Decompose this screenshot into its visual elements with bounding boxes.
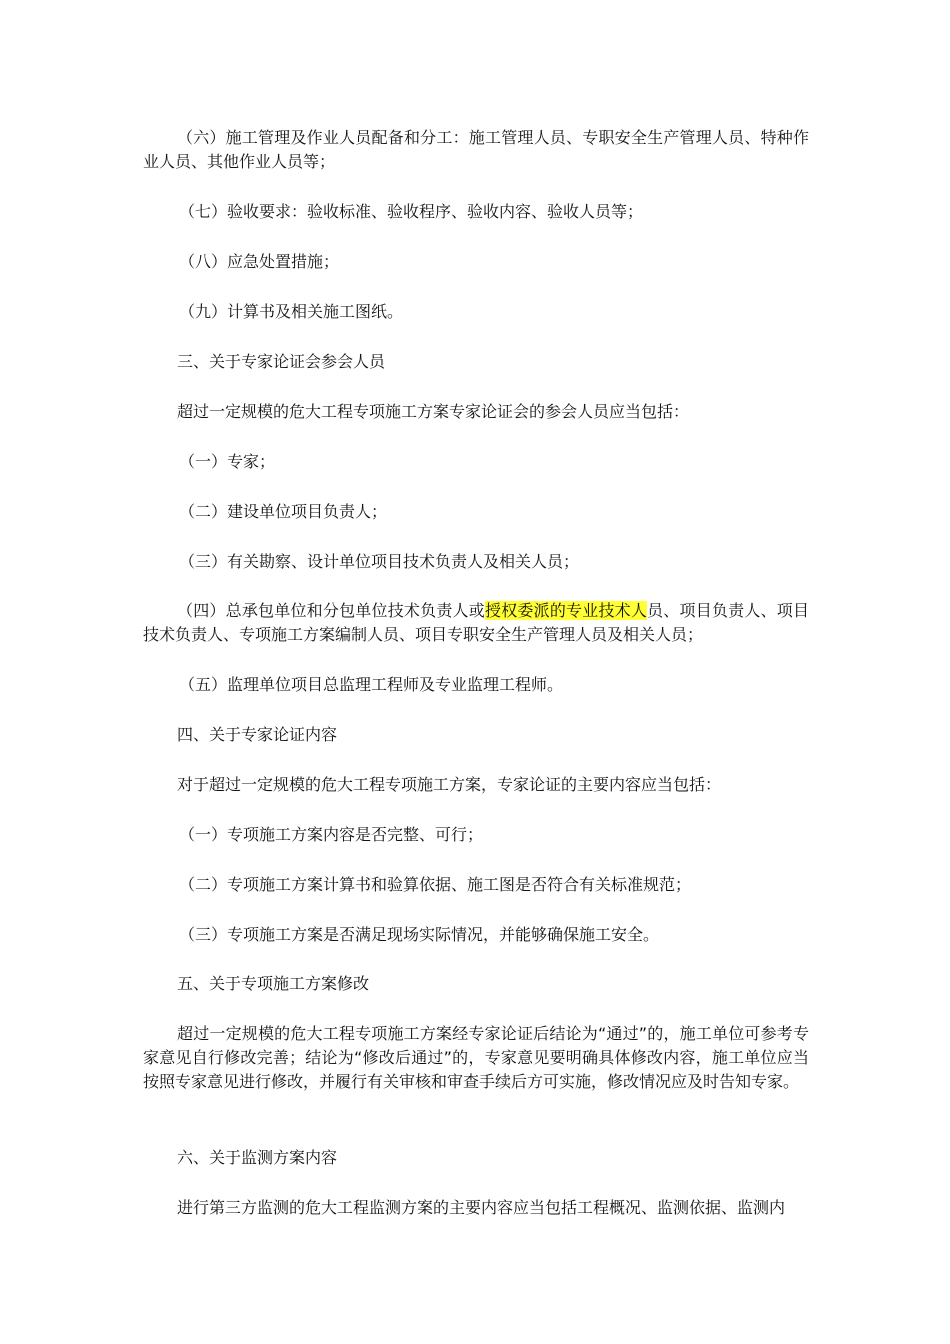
paragraph-eight-emergency: （八）应急处置措施； xyxy=(179,252,340,271)
section-heading-five: 五、关于专项施工方案修改 xyxy=(177,974,370,993)
list-item-calculation-standards: （二）专项施工方案计算书和验算依据、施工图是否符合有关标准规范； xyxy=(179,875,692,894)
paragraph-six-staffing: （六）施工管理及作业人员配备和分工：施工管理人员、专职安全生产管理人员、特种作业人员、其他作业人员等； xyxy=(143,128,809,171)
paragraph-content-intro: 对于超过一定规模的危大工程专项施工方案，专家论证的主要内容应当包括： xyxy=(177,775,722,794)
paragraph-plan-revision: 超过一定规模的危大工程专项施工方案经专家论证后结论为“通过”的，施工单位可参考专家意见自行修改完善；结论为“修改后通过”的，专家意见要明确具体修改内容，施工单位应当按照专家意见进行修改，并履行有关审核和审查手续后方可实施，修改情况应及时告知专家。 xyxy=(143,1024,809,1091)
paragraph-participants-intro: 超过一定规模的危大工程专项施工方案专家论证会的参会人员应当包括： xyxy=(177,402,690,421)
list-item-site-conditions: （三）专项施工方案是否满足现场实际情况，并能够确保施工安全。 xyxy=(179,925,660,944)
contractor-text-after: 员、项目负责人、项目技术负责人、专项施工方案编制人员、项目专职安全生产管理人员及相关人员； xyxy=(143,601,809,644)
list-item-complete-feasible: （一）专项施工方案内容是否完整、可行； xyxy=(179,825,484,844)
paragraph-monitoring-content: 进行第三方监测的危大工程监测方案的主要内容应当包括工程概况、监测依据、监测内 xyxy=(177,1198,786,1217)
paragraph-seven-acceptance: （七）验收要求：验收标准、验收程序、验收内容、验收人员等； xyxy=(179,202,644,221)
list-item-survey-design: （三）有关勘察、设计单位项目技术负责人及相关人员； xyxy=(179,552,580,571)
list-item-experts: （一）专家； xyxy=(179,452,276,471)
section-heading-three: 三、关于专家论证会参会人员 xyxy=(177,352,386,371)
section-heading-four: 四、关于专家论证内容 xyxy=(177,725,338,744)
list-item-construction-unit: （二）建设单位项目负责人； xyxy=(179,502,388,521)
list-item-supervision: （五）监理单位项目总监理工程师及专业监理工程师。 xyxy=(179,675,564,694)
contractor-text-before: （四）总承包单位和分包单位技术负责人或 xyxy=(177,601,485,620)
highlighted-text: 授权委派的专业技术人 xyxy=(484,601,648,620)
list-item-contractor xyxy=(143,599,809,647)
section-heading-six: 六、关于监测方案内容 xyxy=(177,1148,338,1167)
paragraph-nine-calculation: （九）计算书及相关施工图纸。 xyxy=(179,302,404,321)
